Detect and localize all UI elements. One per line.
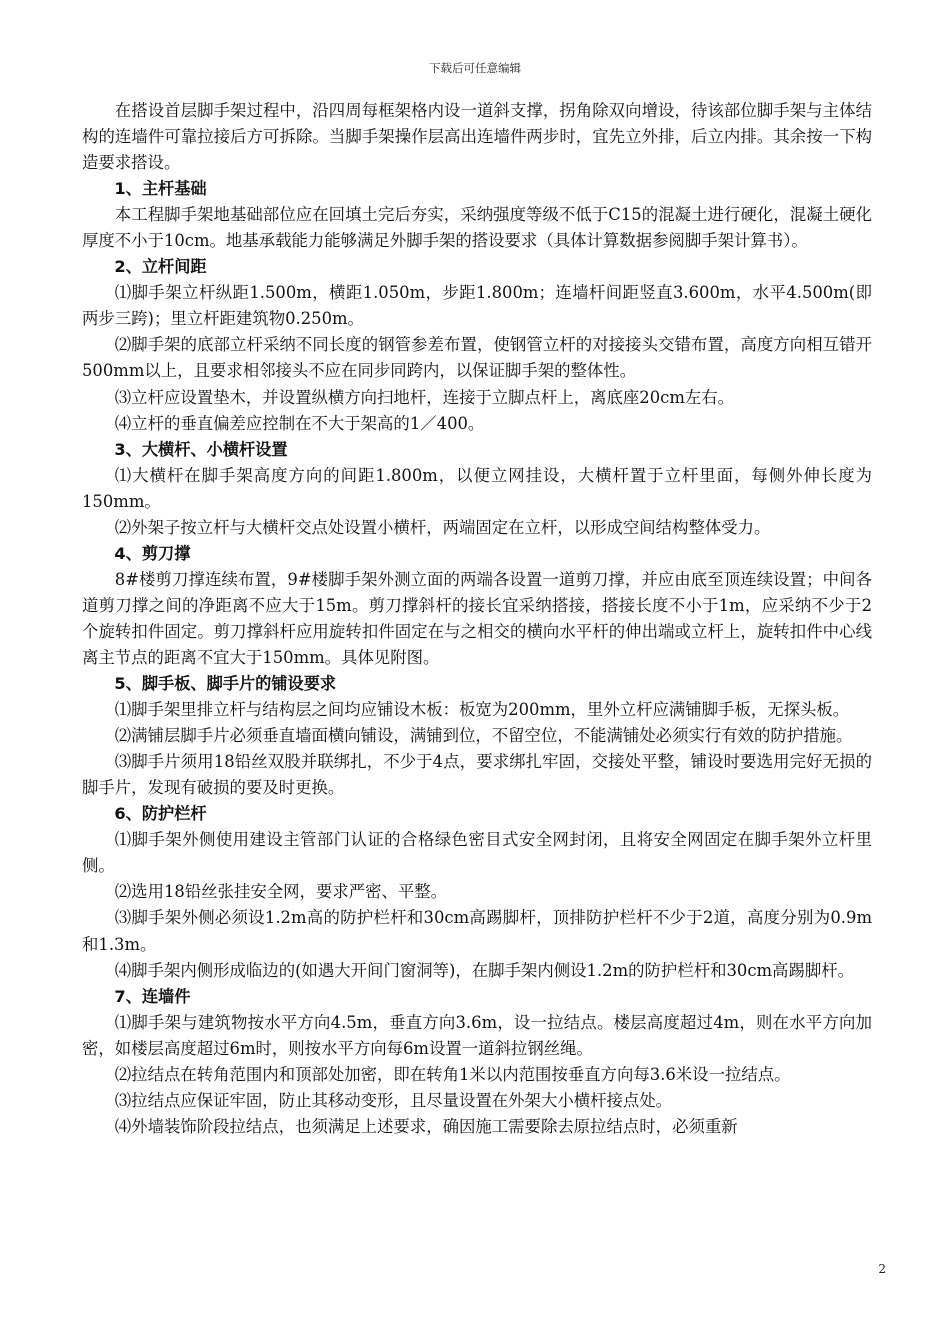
paragraph: ⑴脚手架与建筑物按水平方向4.5m，垂直方向3.6m，设一拉结点。楼层高度超过4m，则在水平方向加密，如楼层高度超过6m时，则按水平方向每6m设置一道斜拉钢丝绳。 [82,1012,872,1058]
paragraph: ⑷立杆的垂直偏差应控制在不大于架高的1／400。 [114,413,485,433]
section-heading: 3、大横杆、小横杆设置 [114,439,288,459]
paragraph: ⑶脚手架外侧必须设1.2m高的防护栏杆和30cm高踢脚杆，顶排防护栏杆不少于2道，高度分别为0.9m和1.3m。 [82,908,872,954]
paragraph: ⑷外墙装饰阶段拉结点，也须满足上述要求，确因施工需要除去原拉结点时，必须重新 [114,1116,738,1136]
section-heading: 7、连墙件 [114,986,191,1006]
paragraph: ⑴脚手架外侧使用建设主管部门认证的合格绿色密目式安全网封闭，且将安全网固定在脚手架外立杆里侧。 [82,830,872,876]
section-heading: 1、主杆基础 [114,179,207,199]
paragraph: ⑴脚手架立杆纵距1.500m，横距1.050m，步距1.800m；连墙杆间距竖直3.600m，水平4.500m(即两步三跨)；里立杆距建筑物0.250m。 [82,283,872,329]
page-header-note: 下载后可任意编辑 [429,61,521,75]
paragraph: ⑶立杆应设置垫木，并设置纵横方向扫地杆，连接于立脚点杆上，离底座20cm左右。 [114,387,735,407]
paragraph: ⑷脚手架内侧形成临边的(如遇大开间门窗洞等)，在脚手架内侧设1.2m的防护栏杆和30cm高踢脚杆。 [114,960,855,980]
paragraph: 8#楼剪刀撑连续布置，9#楼脚手架外测立面的两端各设置一道剪刀撑，并应由底至顶连续设置；中间各道剪刀撑之间的净距离不应大于15m。剪刀撑斜杆的接长宜采纳搭接，搭接长度不小于1m，应采纳不少于2个旋转扣件固定。剪刀撑斜杆应用旋转扣件固定在与之相交的横向水平杆的伸出端或立杆上，旋转扣件中心线离主节点的距离不宜大于150mm。具体见附图。 [82,569,872,667]
paragraph: ⑴大横杆在脚手架高度方向的间距1.800m，以便立网挂设，大横杆置于立杆里面，每侧外伸长度为150mm。 [82,465,872,511]
section-heading: 2、立杆间距 [114,257,207,277]
paragraph: ⑴脚手架里排立杆与结构层之间均应铺设木板：板宽为200mm，里外立杆应满铺脚手板，无探头板。 [114,700,850,720]
section-heading: 6、防护栏杆 [114,804,207,824]
paragraph: 在搭设首层脚手架过程中，沿四周每框架格内设一道斜支撑，拐角除双向增设，待该部位脚手架与主体结构的连墙件可靠拉接后方可拆除。当脚手架操作层高出连墙件两步时，宜先立外排，后立内排。其余按一下构造要求搭设。 [82,101,872,173]
section-heading: 5、脚手板、脚手片的铺设要求 [114,674,337,694]
page-number: 2 [878,1262,886,1276]
paragraph: ⑵拉结点在转角范围内和顶部处加密，即在转角1米以内范围按垂直方向每3.6米设一拉结点。 [114,1064,791,1084]
paragraph: ⑵外架子按立杆与大横杆交点处设置小横杆，两端固定在立杆，以形成空间结构整体受力。 [114,517,771,537]
paragraph: ⑵选用18铅丝张挂安全网，要求严密、平整。 [114,882,448,902]
paragraph: ⑶脚手片须用18铅丝双股并联绑扎，不少于4点，要求绑扎牢固，交接处平整，铺设时要选用完好无损的脚手片，发现有破损的要及时更换。 [82,752,872,798]
section-heading: 4、剪刀撑 [114,543,191,563]
paragraph: 本工程脚手架地基础部位应在回填土完后夯实，采纳强度等级不低于C15的混凝土进行硬化，混凝土硬化厚度不小于10cm。地基承载能力能够满足外脚手架的搭设要求（具体计算数据参阅脚手架计算书）。 [82,205,872,251]
document-body [82,98,872,1140]
paragraph: ⑵满铺层脚手片必须垂直墙面横向铺设，满铺到位，不留空位，不能满铺处必须实行有效的防护措施。 [114,726,853,746]
paragraph: ⑵脚手架的底部立杆采纳不同长度的钢管参差布置，使钢管立杆的对接接头交错布置，高度方向相互错开500mm以上，且要求相邻接头不应在同步同跨内，以保证脚手架的整体性。 [82,335,872,381]
paragraph: ⑶拉结点应保证牢固，防止其移动变形，且尽量设置在外架大小横杆接点处。 [114,1090,673,1110]
